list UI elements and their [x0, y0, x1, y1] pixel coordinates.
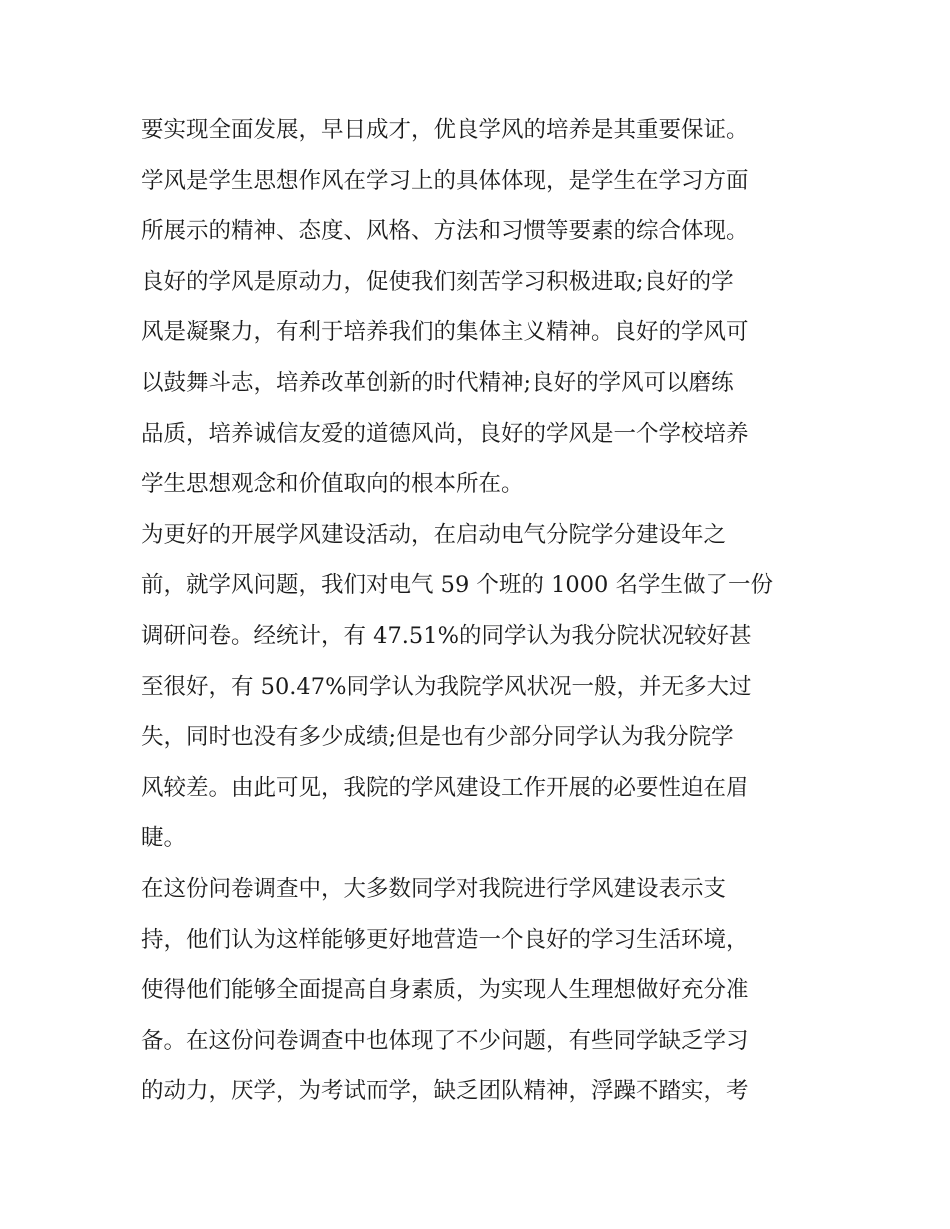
- text-line: 良好的学风是原动力，促使我们刻苦学习积极进取;良好的学: [141, 268, 734, 295]
- text-line: 以鼓舞斗志，培养改革创新的时代精神;良好的学风可以磨练: [141, 369, 734, 396]
- text-line: 要实现全面发展，早日成才，优良学风的培养是其重要保证。: [141, 117, 749, 143]
- text-line: 所展示的精神、态度、风格、方法和习惯等要素的综合体现。: [141, 218, 749, 245]
- text-line: 在这份问卷调查中，大多数同学对我院进行学风建设表示支: [141, 875, 727, 902]
- text-line: 学生思想观念和价值取向的根本所在。: [141, 471, 524, 498]
- text-line: 风是凝聚力，有利于培养我们的集体主义精神。良好的学风可: [141, 319, 749, 346]
- text-line: 品质，培养诚信友爱的道德风尚，良好的学风是一个学校培养: [141, 420, 749, 447]
- text-line: 睫。: [141, 825, 187, 852]
- text-line: 备。在这份问卷调查中也体现了不少问题，有些同学缺乏学习: [141, 1027, 749, 1054]
- text-line: 为更好的开展学风建设活动，在启动电气分院学分建设年之: [141, 521, 727, 548]
- text-line: 前，就学风问题，我们对电气 59 个班的 1000 名学生做了一份: [141, 572, 774, 599]
- text-line: 的动力，厌学，为考试而学，缺乏团队精神，浮躁不踏实，考: [141, 1078, 749, 1105]
- body-text: [141, 105, 821, 1117]
- text-line: 风较差。由此可见，我院的学风建设工作开展的必要性迫在眉: [141, 774, 749, 801]
- text-line: 使得他们能够全面提高自身素质，为实现人生理想做好充分准: [141, 977, 749, 1004]
- text-line: 持，他们认为这样能够更好地营造一个良好的学习生活环境，: [141, 926, 749, 953]
- text-line: 至很好，有 50.47%同学认为我院学风状况一般，并无多大过: [141, 673, 752, 700]
- text-line: 调研问卷。经统计，有 47.51%的同学认为我分院状况较好甚: [141, 622, 752, 649]
- text-line: 失，同时也没有多少成绩;但是也有少部分同学认为我分院学: [141, 724, 734, 751]
- text-line: 学风是学生思想作风在学习上的具体体现，是学生在学习方面: [141, 167, 749, 194]
